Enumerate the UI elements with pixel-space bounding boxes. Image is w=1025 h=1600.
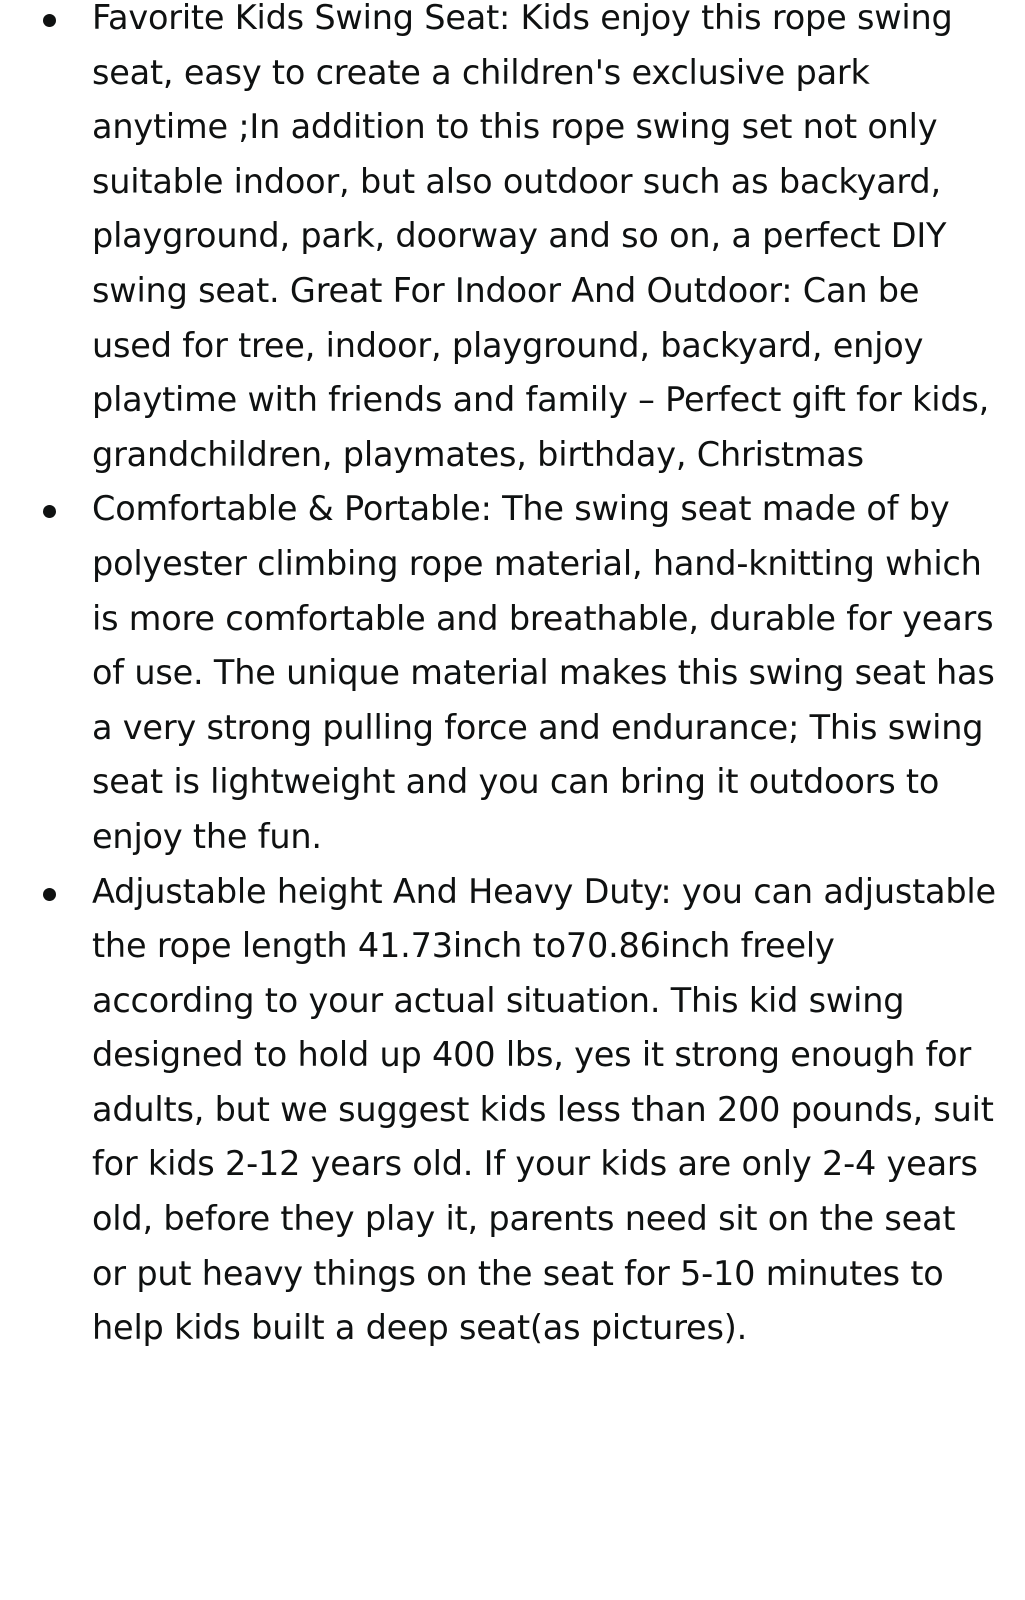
feature-bullet-adjustable-height bbox=[0, 865, 1025, 1356]
feature-bullet-text: Favorite Kids Swing Seat: Kids enjoy this rope swing seat, easy to create a children's exclusive park anytime ;In addition to this rope swing set not only suitable indoor, but also outdoor such as backyard, playground, park, doorway and so on, a perfect DIY swing seat. Great For Indoor And Outdoor: Can be used for tree, indoor, playground, backyard, enjoy playtime with friends and family – Perfect gift for kids, grandchildren, playmates, birthday, Christmas bbox=[92, 0, 990, 474]
feature-bullet-swing-seat bbox=[0, 0, 1025, 482]
bullet-dot-icon bbox=[43, 888, 56, 901]
feature-bullet-text: Adjustable height And Heavy Duty: you can adjustable the rope length 41.73inch to70.86inch freely according to your actual situation. This kid swing designed to hold up 400 lbs, yes it strong enough for adults, but we suggest kids less than 200 pounds, suit for kids 2-12 years old. If your kids are only 2-4 years old, before they play it, parents need sit on the seat or put heavy things on the seat for 5-10 minutes to help kids built a deep seat(as pictures). bbox=[92, 871, 996, 1348]
bullet-dot-icon bbox=[43, 505, 56, 518]
feature-bullet-comfortable-portable bbox=[0, 482, 1025, 864]
feature-bullet-text: Comfortable & Portable: The swing seat made of by polyester climbing rope material, hand-knitting which is more comfortable and breathable, durable for years of use. The unique material makes this swing seat has a very strong pulling force and endurance; This swing seat is lightweight and you can bring it outdoors to enjoy the fun. bbox=[92, 489, 995, 856]
bullet-dot-icon bbox=[43, 14, 56, 27]
